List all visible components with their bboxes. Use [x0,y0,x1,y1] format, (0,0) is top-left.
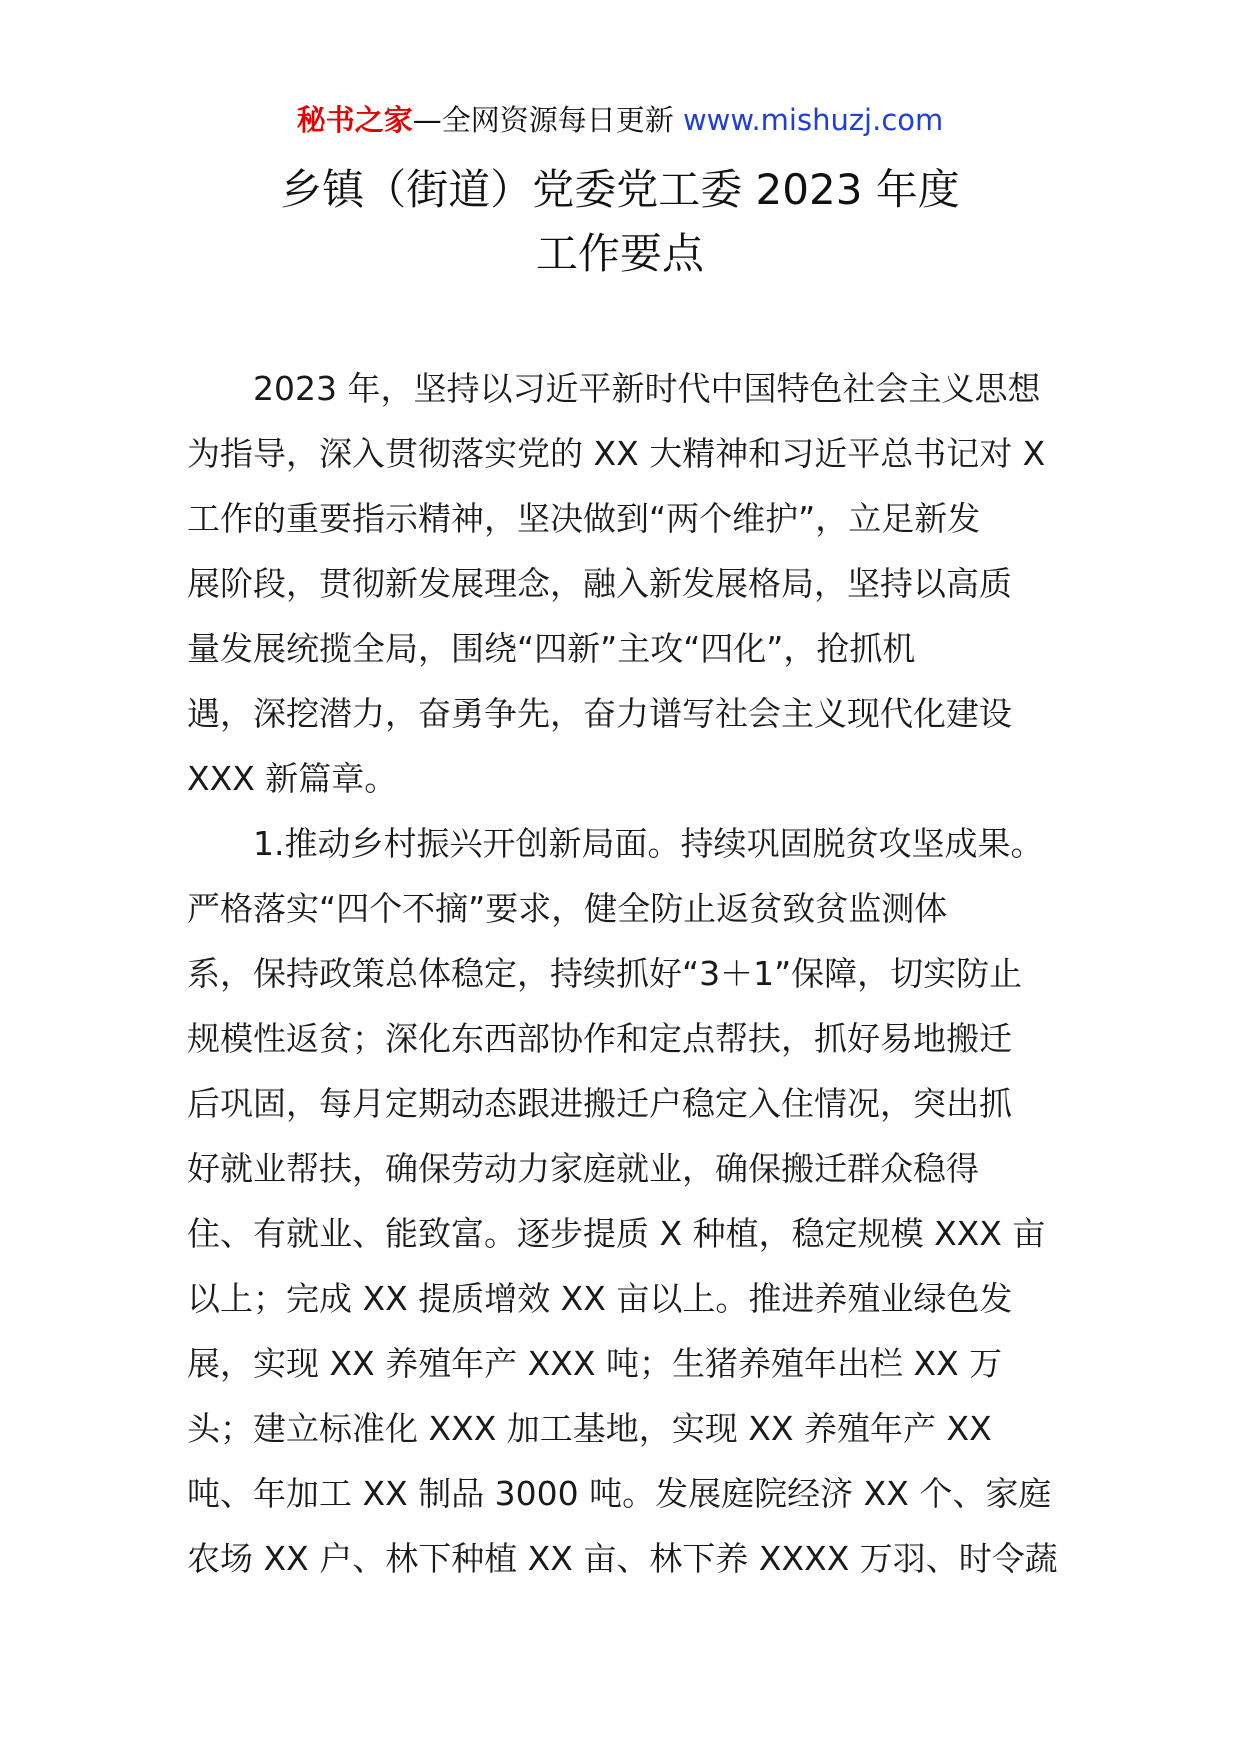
text-line: 农场 XX 户、林下种植 XX 亩、林下养 XXXX 万羽、时令蔬 [187,1539,1058,1578]
banner-slogan: —全网资源每日更新 [412,103,674,137]
document-body [187,356,1057,1591]
text-line: 展阶段，贯彻新发展理念，融入新发展格局，坚持以高质 [187,564,1012,603]
text-line: XXX 新篇章。 [187,759,398,798]
text-line: 展，实现 XX 养殖年产 XXX 吨；生猪养殖年出栏 XX 万 [187,1344,1003,1383]
paragraph-intro [187,356,1057,811]
title-line-1: 乡镇（街道）党委党工委 2023 年度 [280,165,960,214]
site-url-link[interactable]: www.mishuzj.com [682,103,944,137]
text-line: 2023 年，坚持以习近平新时代中国特色社会主义思想 [253,369,1041,408]
text-line: 系，保持政策总体稳定，持续抓好“3＋1”保障，切实防止 [187,954,1023,993]
brand-name: 秘书之家 [296,103,413,137]
site-banner [0,100,1240,140]
text-line: 1.推动乡村振兴开创新局面。持续巩固脱贫攻坚成果。 [253,824,1044,863]
text-line: 遇，深挖潜力，奋勇争先，奋力谱写社会主义现代化建设 [187,694,1012,733]
text-line: 吨、年加工 XX 制品 3000 吨。发展庭院经济 XX 个、家庭 [187,1474,1052,1513]
text-line: 工作的重要指示精神，坚决做到“两个维护”，立足新发 [187,499,981,538]
text-line: 头；建立标准化 XXX 加工基地，实现 XX 养殖年产 XX [187,1409,992,1448]
text-line: 严格落实“四个不摘”要求，健全防止返贫致贫监测体 [187,889,948,928]
text-line: 规模性返贫；深化东西部协作和定点帮扶，抓好易地搬迁 [187,1019,1012,1058]
text-line: 量发展统揽全局，围绕“四新”主攻“四化”，抢抓机 [187,629,916,668]
text-line: 好就业帮扶，确保劳动力家庭就业，确保搬迁群众稳得 [187,1149,979,1188]
title-line-2: 工作要点 [535,229,704,278]
text-line: 后巩固，每月定期动态跟进搬迁户稳定入住情况，突出抓 [187,1084,1012,1123]
text-line: 以上；完成 XX 提质增效 XX 亩以上。推进养殖业绿色发 [187,1279,1013,1318]
paragraph-item-1 [187,811,1057,1591]
document-title [0,158,1240,286]
text-line: 为指导，深入贯彻落实党的 XX 大精神和习近平总书记对 X [187,434,1046,473]
text-line: 住、有就业、能致富。逐步提质 X 种植，稳定规模 XXX 亩 [187,1214,1046,1253]
